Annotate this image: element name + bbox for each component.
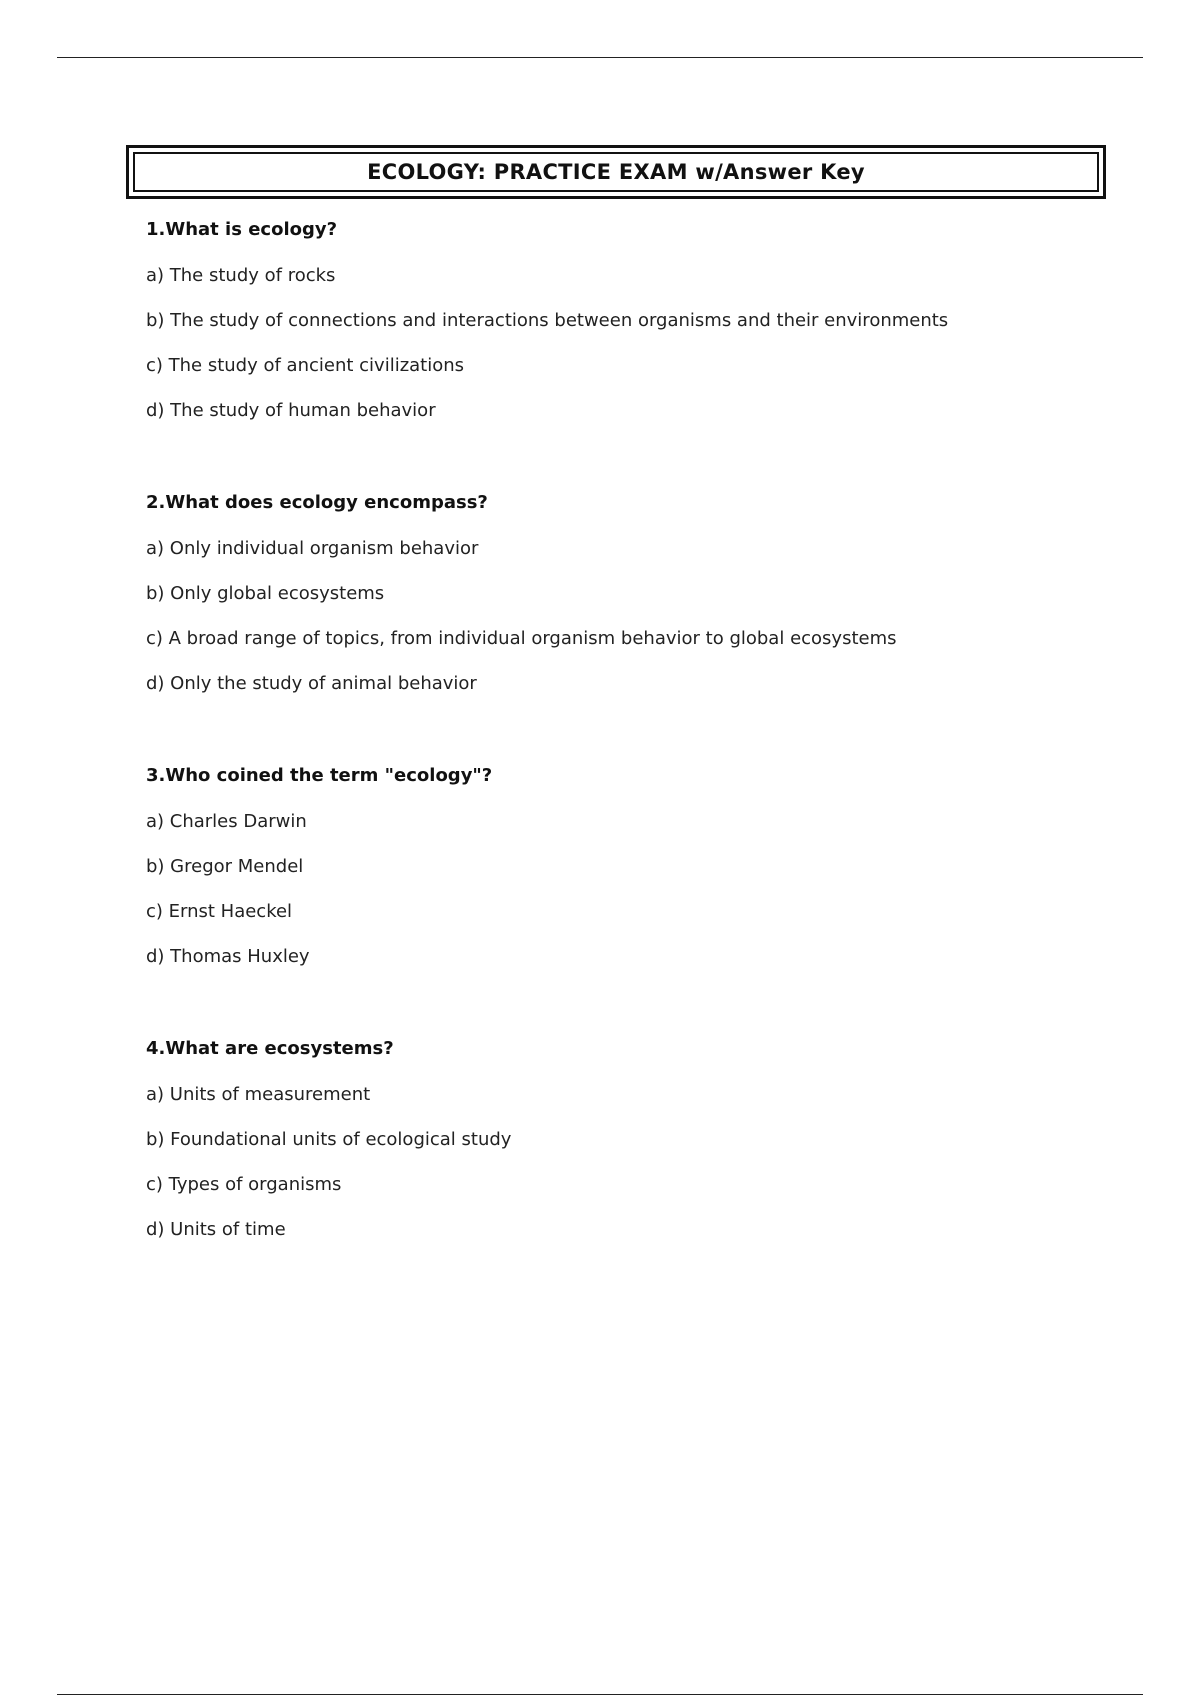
question-4: [146, 1034, 1106, 1307]
answer-option-b: b) The study of connections and interactions between organisms and their environments: [146, 310, 949, 331]
question-text: 3.Who coined the term "ecology"?: [146, 765, 493, 786]
bottom-rule: [57, 1694, 1143, 1695]
answer-option-c: c) Ernst Haeckel: [146, 901, 293, 922]
answer-option-d: d) Units of time: [146, 1219, 286, 1240]
answer-option-a: a) Charles Darwin: [146, 811, 307, 832]
title-box: [126, 145, 1106, 199]
answer-option-b: b) Only global ecosystems: [146, 583, 385, 604]
answer-option-d: d) The study of human behavior: [146, 400, 436, 421]
answer-option-d: d) Only the study of animal behavior: [146, 673, 477, 694]
answer-option-b: b) Gregor Mendel: [146, 856, 304, 877]
question-2: [146, 488, 1106, 761]
answer-option-a: a) Only individual organism behavior: [146, 538, 479, 559]
question-text: 4.What are ecosystems?: [146, 1038, 394, 1059]
top-rule: [57, 57, 1143, 58]
question-3: [146, 761, 1106, 1034]
answer-option-a: a) Units of measurement: [146, 1084, 371, 1105]
question-list: [146, 215, 1106, 1307]
answer-option-c: c) The study of ancient civilizations: [146, 355, 465, 376]
answer-option-c: c) Types of organisms: [146, 1174, 342, 1195]
answer-option-a: a) The study of rocks: [146, 265, 336, 286]
question-text: 1.What is ecology?: [146, 219, 338, 240]
question-1: [146, 215, 1106, 488]
title-box-inner: [133, 152, 1099, 192]
answer-option-c: c) A broad range of topics, from individual organism behavior to global ecosystems: [146, 628, 897, 649]
page-title: ECOLOGY: PRACTICE EXAM w/Answer Key: [367, 160, 865, 184]
answer-option-b: b) Foundational units of ecological study: [146, 1129, 512, 1150]
answer-option-d: d) Thomas Huxley: [146, 946, 310, 967]
question-text: 2.What does ecology encompass?: [146, 492, 488, 513]
